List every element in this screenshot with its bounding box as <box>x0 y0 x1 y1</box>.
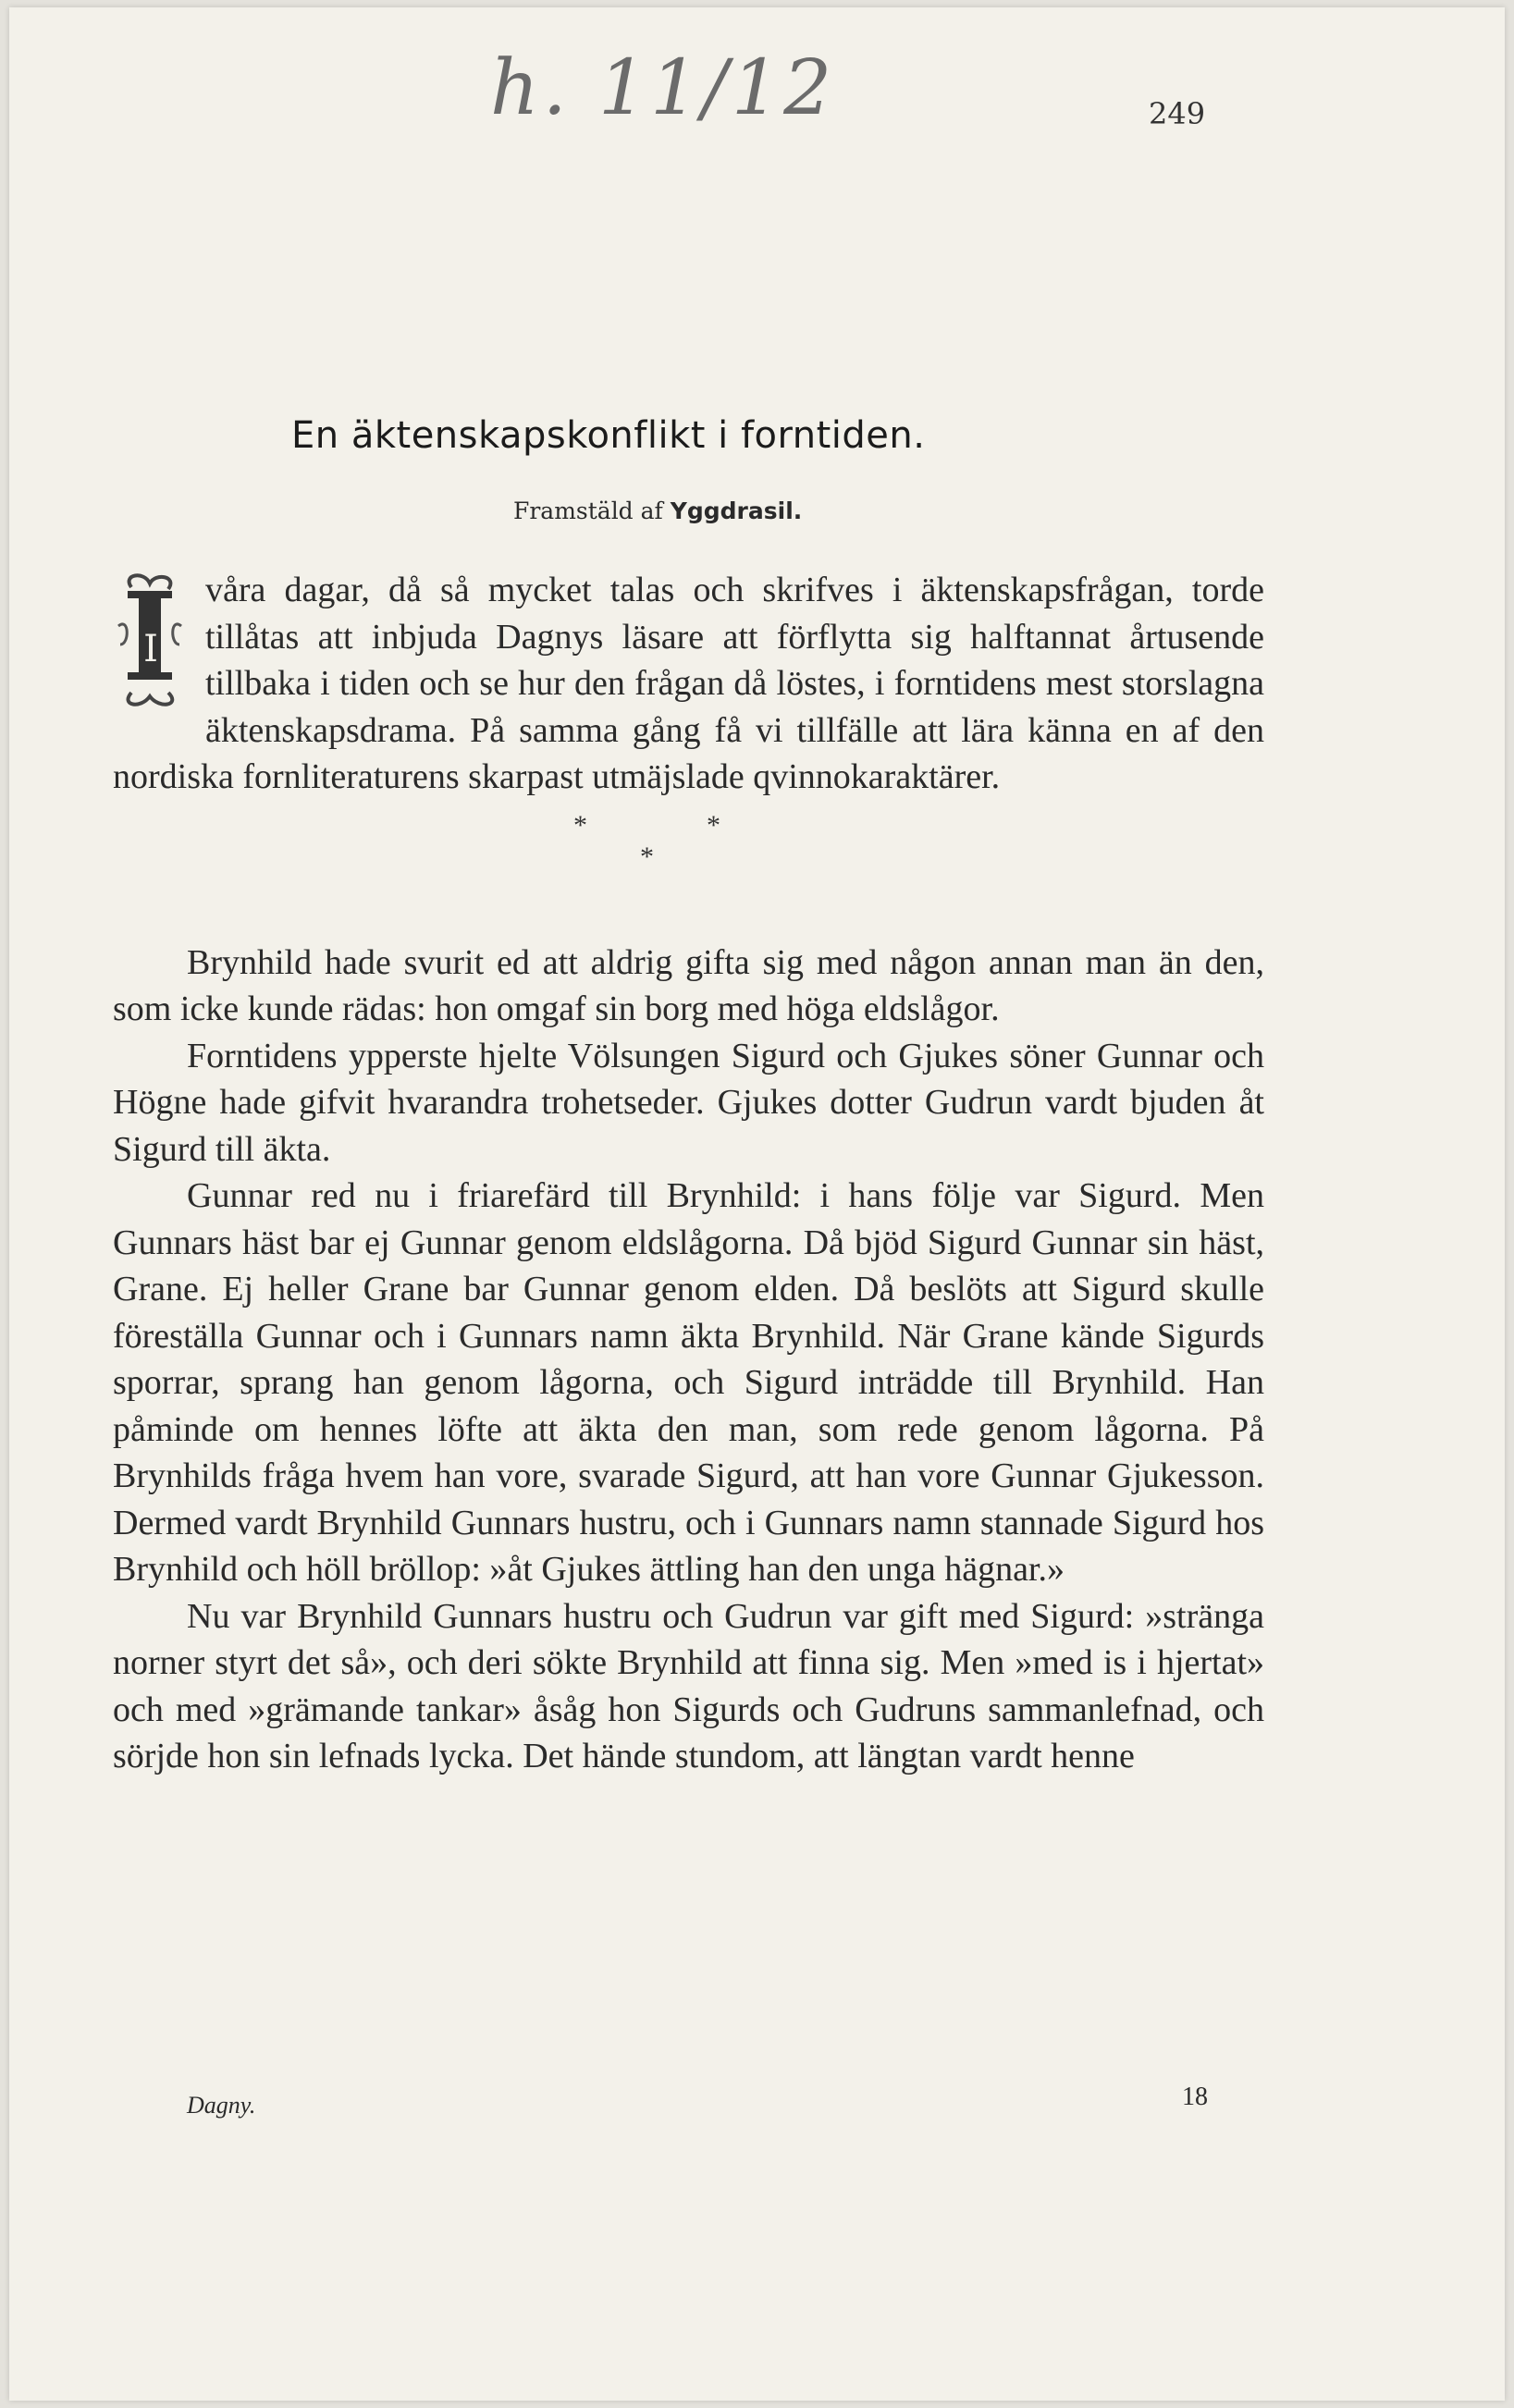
separator-star: * <box>573 809 587 841</box>
paragraph-3: Gunnar red nu i friarefärd till Brynhild: i hans följe var Sigurd. Men Gunnars häst bar ej Gunnar genom eldslågorna. Då bjöd Sigurd Gunnar sin häst, Grane. Ej heller Grane bar Gunnar genom elden. Då beslöts att Sigurd skulle föreställa Gunnar och i Gunnars namn äkta Brynhild. När Grane kände Sigurds sporrar, sprang han genom lågorna, och Sigurd inträdde till Brynhild. Han påminde om hennes löfte att äkta den man, som rede genom lågorna. På Brynhilds fråga hvem han vore, svarade Sigurd, att han vore Gunnar Gjukesson. Dermed vardt Brynhild Gunnars hustru, och i Gunnars namn stannade Sigurd hos Brynhild och höll bröllop: »åt Gjukes ättling han den unga hägnar.» <box>113 1176 1264 1589</box>
byline <box>513 498 802 524</box>
footer-signature: Dagny. <box>187 2092 256 2119</box>
article-body <box>113 567 1264 1780</box>
section-separator <box>113 801 1264 940</box>
footer-signature-number: 18 <box>1182 2082 1208 2111</box>
intro-text: våra dagar, då så mycket talas och skrifves i äktenskapsfrågan, torde tillåtas att inbjuda Dagnys läsare att förflytta sig halftannat årtusende tillbaka i tiden och se hur den frågan då löstes, i forntidens mest storslagna äktenskapsdrama. På samma gång få vi tillfälle att lära känna en af den nordiska fornliteraturens skarpast utmäjslade qvinnokaraktärer. <box>113 571 1264 796</box>
separator-star: * <box>707 809 720 841</box>
byline-prefix: Framstäld af <box>513 498 663 524</box>
article-title: En äktenskapskonflikt i forntiden. <box>291 414 926 457</box>
book-page <box>9 7 1505 2401</box>
paragraph-1: Brynhild hade svurit ed att aldrig gifta sig med någon annan man än den, som icke kunde rädas: hon omgaf sin borg med höga eldslågor. <box>113 942 1264 1028</box>
intro-paragraph <box>113 567 1264 801</box>
byline-author: Yggdrasil. <box>670 498 803 524</box>
dropcap-ornament-icon <box>113 571 189 709</box>
handwritten-note: h. 11/12 <box>490 44 836 132</box>
paragraph-2: Forntidens ypperste hjelte Völsungen Sigurd och Gjukes söner Gunnar och Högne hade gifvit hvarandra trohetseder. Gjukes dotter Gudrun vardt bjuden åt Sigurd till äkta. <box>113 1036 1264 1169</box>
page-number: 249 <box>1149 96 1206 131</box>
svg-text:I: I <box>143 628 158 670</box>
paragraph-4: Nu var Brynhild Gunnars hustru och Gudrun var gift med Sigurd: »stränga norner styrt det så», och deri sökte Brynhild att finna sig. Men »med is i hjertat» och med »grämande tankar» åsåg hon Sigurds och Gudruns sammanlefnad, och sörjde hon sin lefnads lycka. Det hände stundom, att längtan vardt henne <box>113 1596 1264 1775</box>
separator-star: * <box>640 841 654 872</box>
